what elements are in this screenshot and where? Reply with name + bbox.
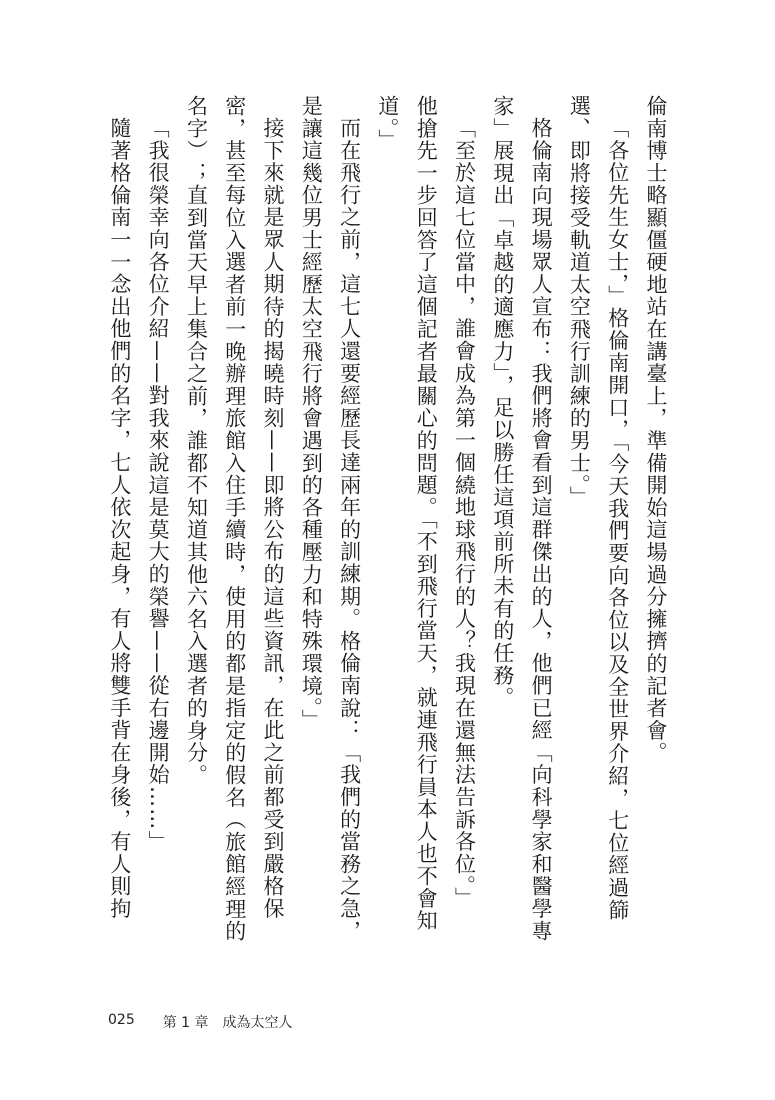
running-header [163, 1012, 293, 1032]
paragraph: 而在飛行之前，這七人還要經歷長達兩年的訓練期。格倫南說：「我們的當務之急，是讓這幾位男士經歷太空飛行將會遇到的各種壓力和特殊環境。」 [299, 95, 362, 943]
paragraph: 「各位先生女士，」格倫南開口，「今天我們要向各位以及全世界介紹，七位經過篩選、即將接受軌道太空飛行訓練的男士。」 [567, 95, 630, 922]
chapter-title: 成為太空人 [222, 1015, 293, 1031]
chapter-label: 第 1 章 [162, 1015, 209, 1031]
body-text [95, 95, 675, 945]
paragraph: 隨著格倫南一一念出他們的名字，七人依次起身，有人將雙手背在身後，有人則拘 [107, 117, 132, 921]
page-number: 025 [108, 1012, 135, 1028]
paragraph: 「我很榮幸向各位介紹——對我來說這是莫大的榮譽——從右邊開始……」 [146, 117, 171, 854]
paragraph: 接下來就是眾人期待的揭曉時刻——即將公布的這些資訊，在此之前都受到嚴格保密，甚至每位入選者前一晚辦理旅館入住手續時，使用的都是指定的假名（旅館經理的名字）；直到當天早上集合之前，誰都不知道其他六名入選者的身分。 [184, 95, 286, 943]
paragraph: 倫南博士略顯僵硬地站在講臺上，準備開始這場過分擁擠的記者會。 [644, 95, 668, 764]
paragraph: 格倫南向現場眾人宣布：我們將會看到這群傑出的人，他們已經「向科學家和醫學專家」展現出「卓越的適應力」，足以勝任這項前所未有的任務。 [490, 95, 554, 943]
paragraph: 「至於這七位當中，誰會成為第一個繞地球飛行的人？我現在還無法告訴各位。」 [452, 117, 477, 910]
page-footer [108, 1012, 293, 1032]
paragraph: 他搶先一步回答了這個記者最關心的問題。「不到飛行當天，就連飛行員本人也不會知道。」 [375, 95, 439, 932]
